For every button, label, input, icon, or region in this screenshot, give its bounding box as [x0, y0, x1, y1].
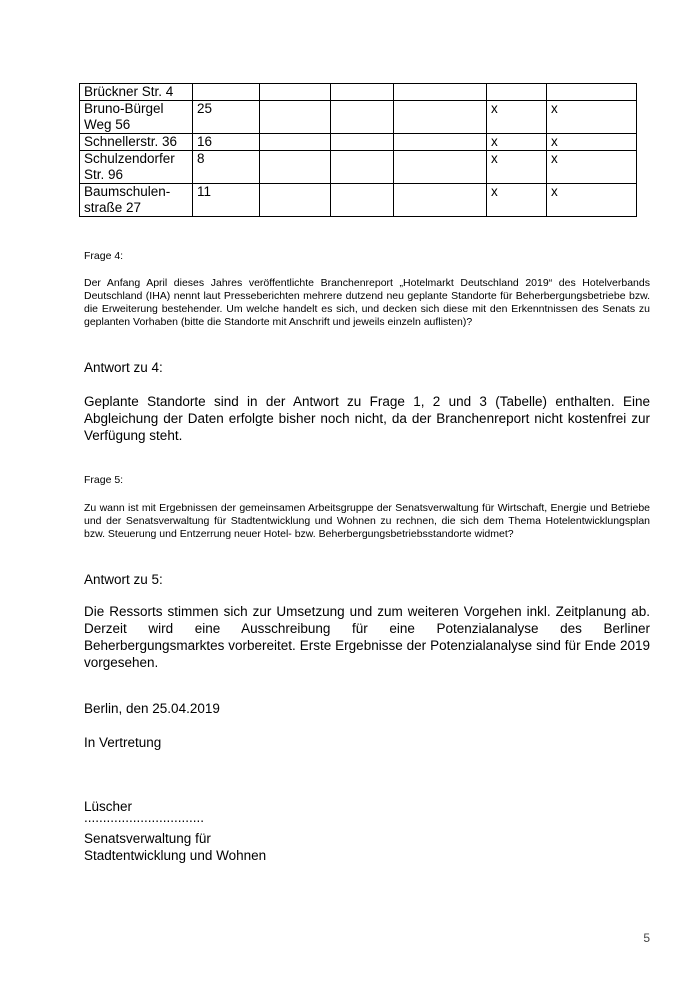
table-cell: 11 [193, 184, 260, 217]
table-cell [394, 184, 487, 217]
table-row [80, 134, 637, 151]
table-cell: x [547, 134, 637, 151]
table-cell: x [547, 151, 637, 184]
table-cell [331, 184, 394, 217]
frage4-text: Der Anfang April dieses Jahres veröffentlichte Branchenreport „Hotelmarkt Deutschland 2019“ des Hotelverbands Deutschland (IHA) nennt laut Presseberichten mehrere dutzend neu geplante Standorte für Beherbergungsbetriebe bzw. die Erweiterung bestehender. Um welche handelt es sich, und decken sich diese mit den Erkenntnissen des Senats zu geplanten Vorhaben (bitte die Standorte mit Anschrift und jeweils einzeln auflisten)? [84, 277, 650, 328]
table-cell: x [487, 184, 547, 217]
cell-address: Brückner Str. 4 [80, 84, 193, 101]
frage5-text: Zu wann ist mit Ergebnissen der gemeinsamen Arbeitsgruppe der Senatsverwaltung für Wirtschaft, Energie und Betriebe und der Senatsverwaltung für Stadtentwicklung und Wohnen zu rechnen, die sich dem Thema Hotelentwicklungsplan bzw. Steuerung und Entzerrung neuer Hotel- bzw. Beherbergungsbetriebsstandorte widmet? [84, 502, 650, 540]
table-cell: x [487, 151, 547, 184]
cell-address: Baumschulen-straße 27 [80, 184, 193, 217]
table-row [80, 151, 637, 184]
frage4-label: Frage 4: [84, 250, 124, 262]
cell-address: Schulzendorfer Str. 96 [80, 151, 193, 184]
table-cell: 25 [193, 101, 260, 134]
signature-dots: ................................ [84, 810, 205, 825]
table-row [80, 84, 637, 101]
antwort5-text: Die Ressorts stimmen sich zur Umsetzung und zum weiteren Vorgehen inkl. Zeitplanung ab. Derzeit wird eine Ausschreibung für eine Potenzialanalyse des Berliner Beherbergungsmarktes vorbereitet. Erste Ergebnisse der Potenzialanalyse sind für Ende 2019 vorgesehen. [84, 604, 650, 670]
table-cell [331, 151, 394, 184]
table-cell [331, 101, 394, 134]
antwort4-text: Geplante Standorte sind in der Antwort zu Frage 1, 2 und 3 (Tabelle) enthalten. Eine Abgleichung der Daten erfolgte bisher noch nicht, da der Branchenreport nicht kostenfrei zur Verfügung steht. [84, 394, 650, 443]
signer-name: Lüscher [84, 799, 133, 814]
table-cell [547, 84, 637, 101]
antwort5-label: Antwort zu 5: [84, 572, 163, 587]
table-cell: 16 [193, 134, 260, 151]
cell-address: Schnellerstr. 36 [80, 134, 193, 151]
table-cell [260, 134, 331, 151]
page-number: 5 [643, 931, 650, 945]
antwort4-label: Antwort zu 4: [84, 360, 163, 375]
table-cell [260, 101, 331, 134]
table-cell [331, 84, 394, 101]
representation-note: In Vertretung [84, 735, 162, 750]
table-cell [193, 84, 260, 101]
table-cell: x [547, 101, 637, 134]
table-cell [394, 101, 487, 134]
table-cell: x [547, 184, 637, 217]
place-date: Berlin, den 25.04.2019 [84, 701, 220, 716]
table-cell: 8 [193, 151, 260, 184]
table-cell [394, 134, 487, 151]
cell-address: Bruno-Bürgel Weg 56 [80, 101, 193, 134]
table-row [80, 184, 637, 217]
table-cell [331, 134, 394, 151]
table-row [80, 101, 637, 134]
table-cell [260, 151, 331, 184]
org-line-1: Senatsverwaltung für [84, 831, 211, 846]
table-cell [394, 84, 487, 101]
table-cell: x [487, 101, 547, 134]
org-line-2: Stadtentwicklung und Wohnen [84, 848, 267, 863]
table-cell: x [487, 134, 547, 151]
table-cell [487, 84, 547, 101]
table-cell [394, 151, 487, 184]
table-cell [260, 184, 331, 217]
table-cell [260, 84, 331, 101]
frage5-label: Frage 5: [84, 474, 124, 486]
standorte-table [79, 83, 637, 217]
